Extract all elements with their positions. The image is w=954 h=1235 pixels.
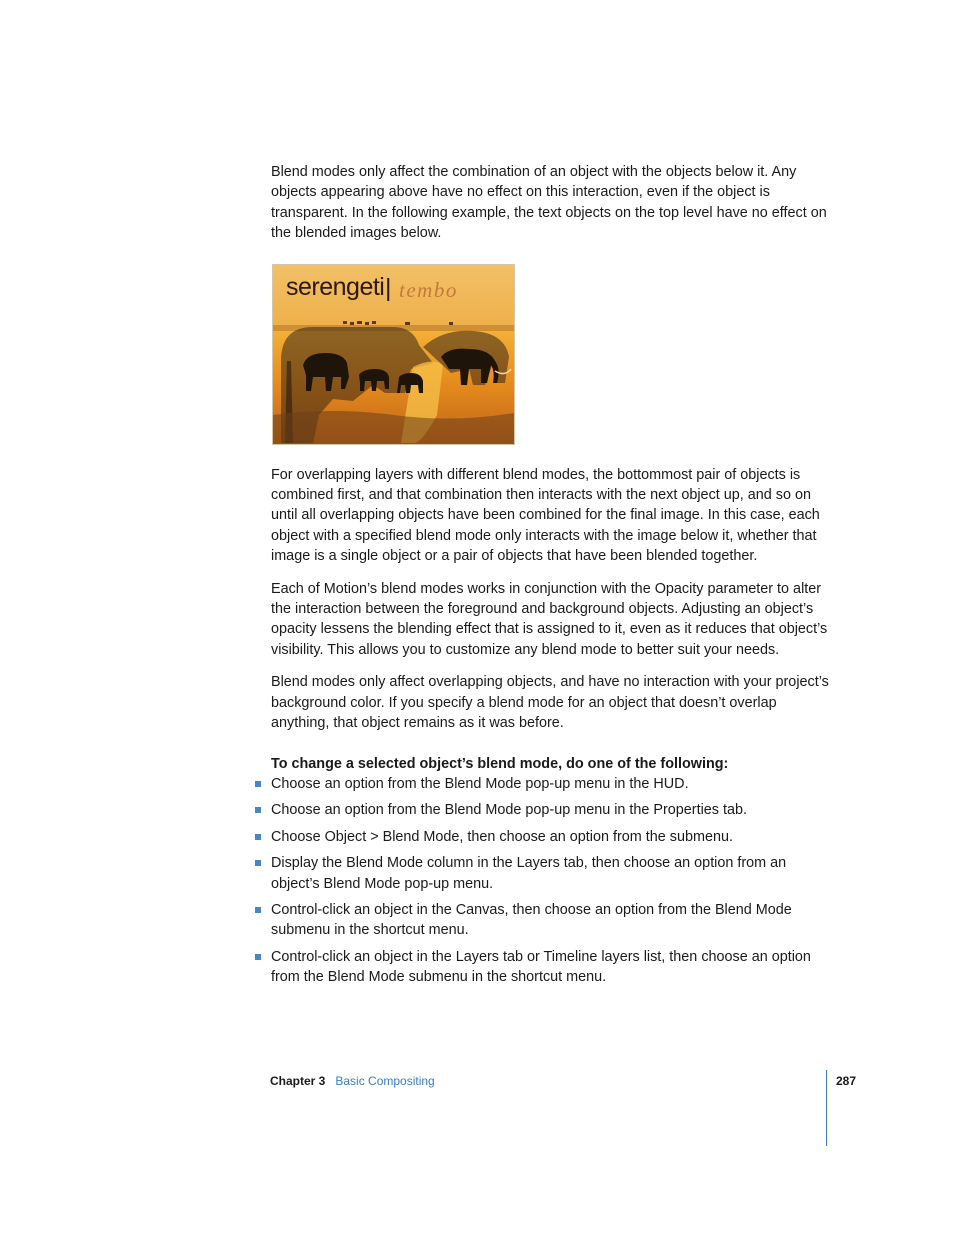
list-item-text: Control-click an object in the Canvas, then choose an option from the Blend Mode submenu in the shortcut menu. bbox=[271, 901, 792, 939]
paragraph-overlapping-layers: For overlapping layers with different blend modes, the bottommost pair of objects is combined first, and that combination then interacts with the next object up, and so on until all overlapping objects have been combined for the final image. In this case, each object with a specified blend mode only interacts with the image below it, whether that image is a single object or a pair of objects that have been blended together. bbox=[271, 466, 820, 565]
list-item bbox=[271, 774, 831, 794]
list-item-text: Choose an option from the Blend Mode pop-up menu in the HUD. bbox=[271, 775, 689, 792]
task-heading: To change a selected object’s blend mode, do one of the following: bbox=[271, 755, 729, 772]
bullet-square-icon bbox=[255, 781, 261, 787]
bullet-square-icon bbox=[255, 834, 261, 840]
figure-title-text: serengeti bbox=[286, 272, 385, 301]
bullet-square-icon bbox=[255, 907, 261, 913]
chapter-title-link[interactable]: Basic Compositing bbox=[335, 1074, 435, 1088]
chapter-label: Chapter 3 bbox=[270, 1074, 326, 1088]
paragraph-background-color: Blend modes only affect overlapping objects, and have no interaction with your project’s background color. If you specify a blend mode for an object that doesn’t overlap anything, that object remains as it was before. bbox=[271, 674, 829, 732]
list-item-text: Control-click an object in the Layers tab or Timeline layers list, then choose an option from the Blend Mode submenu in the shortcut menu. bbox=[271, 948, 811, 986]
list-item bbox=[271, 827, 831, 847]
bullet-square-icon bbox=[255, 954, 261, 960]
page-number: 287 bbox=[836, 1074, 857, 1088]
bullet-square-icon bbox=[255, 860, 261, 866]
bullet-square-icon bbox=[255, 807, 261, 813]
list-item bbox=[271, 853, 831, 894]
page-content bbox=[271, 162, 831, 994]
list-item-text: Display the Blend Mode column in the Layers tab, then choose an option from an object’s Blend Mode pop-up menu. bbox=[271, 855, 787, 892]
list-item bbox=[271, 900, 831, 941]
paragraph-opacity: Each of Motion’s blend modes works in conjunction with the Opacity parameter to alter the interaction between the foreground and background objects. Adjusting an object’s opacity lessens the blending effect that is assigned to it, even as it reduces that object’s visibility. This allows you to customize any blend mode to better suit your needs. bbox=[271, 580, 828, 658]
list-item-text: Choose Object > Blend Mode, then choose an option from the submenu. bbox=[271, 828, 733, 845]
footer-divider bbox=[826, 1070, 827, 1146]
list-item-text: Choose an option from the Blend Mode pop-up menu in the Properties tab. bbox=[271, 802, 747, 819]
figure-separator: | bbox=[385, 273, 392, 302]
intro-paragraph: Blend modes only affect the combination of an object with the objects below it. Any objects appearing above have no effect on this interaction, even if the object is transparent. In the following example, the text objects on the top level have no effect on the blended images below. bbox=[271, 164, 827, 242]
list-item bbox=[271, 800, 831, 820]
list-item bbox=[271, 947, 831, 988]
options-list bbox=[271, 774, 831, 988]
blend-example-figure bbox=[272, 264, 515, 445]
figure-subtitle-text: tembo bbox=[399, 277, 458, 302]
page-footer bbox=[270, 1073, 435, 1089]
